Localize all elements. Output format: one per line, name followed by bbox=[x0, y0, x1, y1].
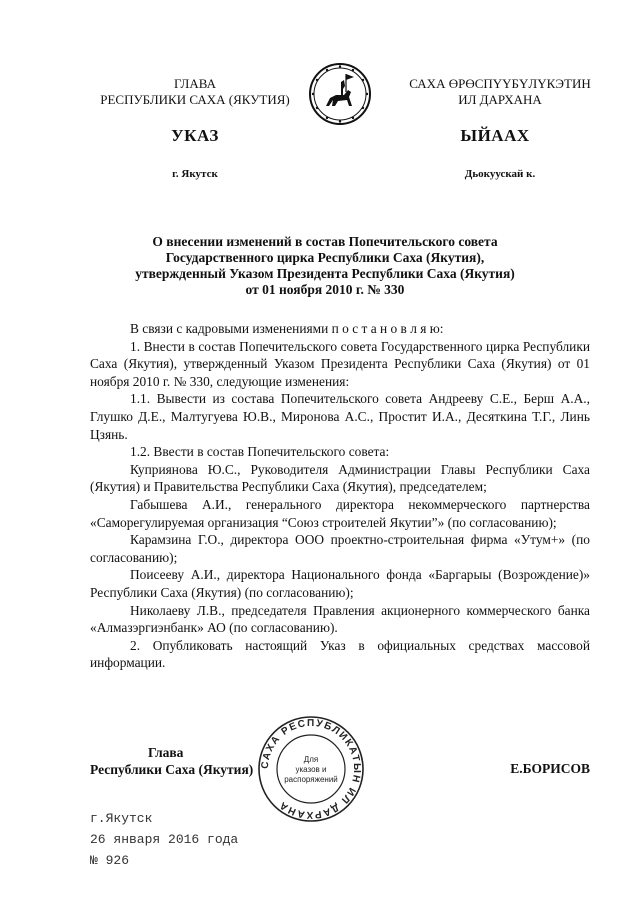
title-ukaz: УКАЗ bbox=[171, 126, 219, 145]
title-line: утвержденный Указом Президента Республики Саха (Якутия) bbox=[135, 266, 515, 281]
paragraph: Куприянова Ю.С., Руководителя Администрации Главы Республики Саха (Якутия) и Правительства Республики Саха (Якутия), председателем; bbox=[90, 461, 590, 495]
title-yiyaah: ЫЙААХ bbox=[460, 126, 530, 145]
signature-title-line2: Республики Саха (Якутия) bbox=[90, 762, 254, 777]
header-left bbox=[70, 76, 320, 108]
header-left-line1: ГЛАВА bbox=[174, 76, 216, 91]
paragraph: 1.2. Ввести в состав Попечительского совета: bbox=[130, 444, 390, 460]
paragraph: Карамзина Г.О., директора ООО проектно-строительная фирма «Утум+» (по согласованию); bbox=[90, 532, 590, 565]
paragraph: Габышева А.И., генерального директора некоммерческого партнерства «Саморегулируемая организация “Союз строителей Якутии”» (по согласованию); bbox=[90, 496, 590, 530]
footer-city: г.Якутск bbox=[90, 811, 153, 826]
stamp-center-line3: распоряжений bbox=[284, 775, 338, 784]
emblem-seal bbox=[308, 62, 372, 126]
header-right bbox=[380, 76, 620, 108]
paragraph: Николаеву Л.В., председателя Правления акционерного коммерческого банка «Алмазэргиэнбанк» АО (по согласованию). bbox=[90, 602, 590, 636]
footer-date: 26 января 2016 года bbox=[90, 832, 239, 847]
stamp-center-line1: Для bbox=[303, 755, 319, 764]
paragraph: 2. Опубликовать настоящий Указ в официальных средствах массовой информации. bbox=[90, 637, 590, 671]
footer bbox=[90, 808, 350, 871]
city-left: г. Якутск bbox=[172, 168, 218, 180]
footer-number: № 926 bbox=[90, 853, 130, 868]
paragraph: Поисееву А.И., директора Национального фонда «Баргарыы (Возрождение)» Республики Саха (Якутия) (по согласованию); bbox=[90, 567, 590, 600]
title-line: Государственного цирка Республики Саха (Якутия), bbox=[165, 250, 485, 265]
stamp-center-line2: указов и bbox=[295, 765, 327, 774]
signature-name: Е.БОРИСОВ bbox=[510, 761, 590, 776]
stamp-ring-text: САХА РЕСПУБЛИКАТЫН ИЛ ДАРХАНА bbox=[259, 717, 363, 821]
city-right: Дьокуускай к. bbox=[464, 168, 536, 180]
emblem-icon bbox=[308, 62, 372, 126]
header-right-line1: САХА ӨРӨСПҮҮБҮЛҮКЭТИН bbox=[409, 76, 591, 91]
paragraph: 1.1. Вывести из состава Попечительского совета Андрееву С.Е., Берш А.А., Глушко Д.Е., Малтугуева Ю.В., Миронова А.С., Простит И.А., Десяткина Т.Г., Линь Цзянь. bbox=[90, 391, 590, 442]
document-title bbox=[90, 234, 560, 298]
signature-title-line1: Глава bbox=[148, 745, 184, 760]
paragraph: 1. Внести в состав Попечительского совета Государственного цирка Республики Саха (Якутия), утвержденный Указом Президента Республики Саха (Якутия) от 01 ноября 2010 г. № 330, следующие изменения: bbox=[90, 338, 590, 389]
paragraph: В связи с кадровыми изменениями п о с т а н о в л я ю: bbox=[130, 321, 444, 336]
header-right-line2: ИЛ ДАРХАНА bbox=[458, 92, 542, 107]
header-left-line2: РЕСПУБЛИКИ САХА (ЯКУТИЯ) bbox=[100, 92, 290, 107]
document-body bbox=[90, 320, 590, 672]
title-line: от 01 ноября 2010 г. № 330 bbox=[245, 282, 405, 297]
title-line: О внесении изменений в состав Попечительского совета bbox=[152, 234, 498, 249]
